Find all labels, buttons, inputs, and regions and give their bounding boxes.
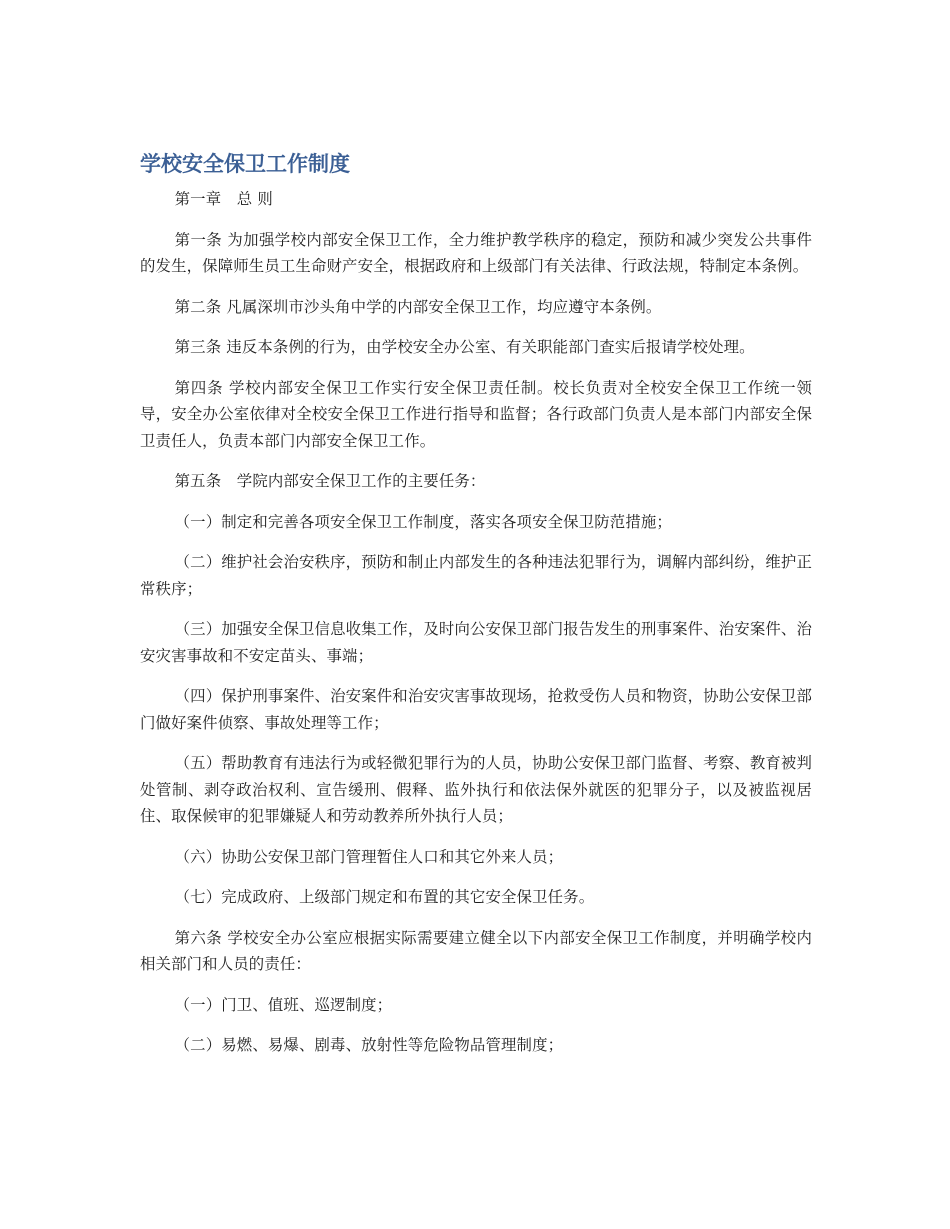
article-5-item-1: （一）制定和完善各项安全保卫工作制度，落实各项安全保卫防范措施； xyxy=(174,512,672,531)
article-6-item-1: （一）门卫、值班、巡逻制度； xyxy=(174,995,393,1014)
article-5-item-3: （三）加强安全保卫信息收集工作，及时向公安保卫部门报告发生的刑事案件、治安案件、治安灾害事故和不安定苗头、事端； xyxy=(140,620,812,665)
article-6: 第六条 学校安全办公室应根据实际需要建立健全以下内部安全保卫工作制度，并明确学校内相关部门和人员的责任： xyxy=(140,928,812,973)
article-5-item-6: （六）协助公安保卫部门管理暂住人口和其它外来人员； xyxy=(174,847,564,866)
article-5-item-2: （二）维护社会治安秩序，预防和制止内部发生的各种违法犯罪行为，调解内部纠纷，维护正常秩序； xyxy=(140,553,812,598)
article-2: 第二条 凡属深圳市沙头角中学的内部安全保卫工作，均应遵守本条例。 xyxy=(174,297,662,316)
chapter-heading: 第一章 总 则 xyxy=(174,190,273,208)
document-title: 学校安全保卫工作制度 xyxy=(140,152,350,176)
article-5-item-7: （七）完成政府、上级部门规定和布置的其它安全保卫任务。 xyxy=(174,888,595,906)
article-1: 第一条 为加强学校内部安全保卫工作，全力维护教学秩序的稳定，预防和减少突发公共事件的发生，保障师生员工生命财产安全，根据政府和上级部门有关法律、行政法规，特制定本条例。 xyxy=(140,230,812,275)
article-4: 第四条 学校内部安全保卫工作实行安全保卫责任制。校长负责对全校安全保卫工作统一领导，安全办公室依律对全校安全保卫工作进行指导和监督；各行政部门负责人是本部门内部安全保卫责任人，负责本部门内部安全保卫工作。 xyxy=(140,378,812,450)
article-5-item-5: （五）帮助教育有违法行为或轻微犯罪行为的人员，协助公安保卫部门监督、考察、教育被判处管制、剥夺政治权利、宣告缓刑、假释、监外执行和依法保外就医的犯罪分子，以及被监视居住、取保候审的犯罪嫌疑人和劳动教养所外执行人员； xyxy=(140,754,812,825)
article-5-item-4: （四）保护刑事案件、治安案件和治安灾害事故现场，抢救受伤人员和物资，协助公安保卫部门做好案件侦察、事故处理等工作； xyxy=(140,687,812,732)
article-6-item-2: （二）易燃、易爆、剧毒、放射性等危险物品管理制度； xyxy=(174,1036,564,1054)
document-page xyxy=(140,148,812,1073)
article-5: 第五条 学院内部安全保卫工作的主要任务： xyxy=(174,472,486,490)
article-3: 第三条 违反本条例的行为，由学校安全办公室、有关职能部门查实后报请学校处理。 xyxy=(174,338,755,356)
